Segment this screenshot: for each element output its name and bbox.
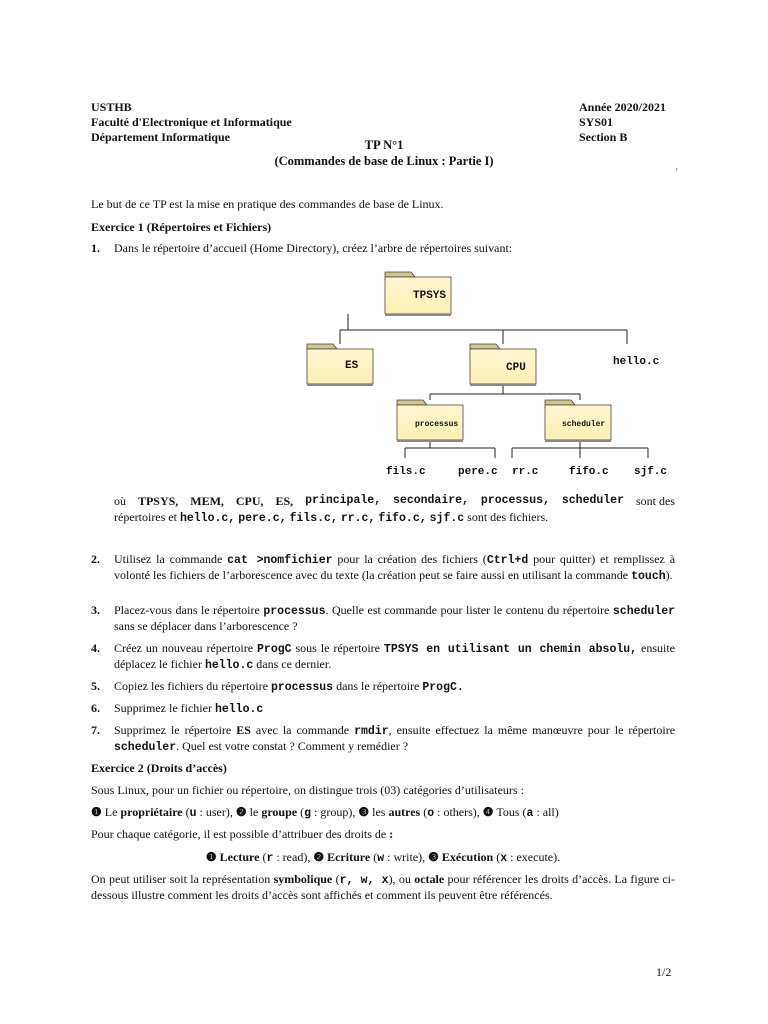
text-part: ensuite déplacez le fichier xyxy=(114,641,675,671)
letter-w: w xyxy=(377,852,385,865)
right-write: Ecriture xyxy=(327,850,371,864)
digit-3-icon: ❸ xyxy=(428,850,439,864)
text-part: Supprimez le répertoire xyxy=(114,723,232,737)
ex1-item-3 xyxy=(91,603,675,634)
digit-2-icon: ❷ xyxy=(235,805,247,819)
symbolic-term: symbolique xyxy=(273,872,333,886)
text-part: ), ou xyxy=(388,872,411,886)
folder-processus xyxy=(397,400,463,442)
item-text xyxy=(114,641,675,673)
text-part: Créez un nouveau répertoire xyxy=(114,641,254,655)
text-part: sous le répertoire xyxy=(295,641,380,655)
text-part: . Quelle est commande pour lister le contenu du répertoire xyxy=(325,603,610,617)
desc-dir-es: ES, xyxy=(275,494,294,508)
cat-owner: propriétaire xyxy=(120,805,183,819)
tree-description xyxy=(114,493,675,527)
dir-scheduler: scheduler xyxy=(114,741,177,754)
folder-cpu xyxy=(470,344,536,386)
university: USTHB xyxy=(91,100,132,114)
tree-file-rr: rr.c xyxy=(512,466,539,478)
desc-file-fils: fils.c, xyxy=(289,512,338,525)
tree-label-es: ES xyxy=(345,360,359,372)
text-part: : read), xyxy=(276,850,311,864)
representation-paragraph: On peut utiliser soit la représentation symbolique (r, w, x), ou octale pour référencer les droits d’accès. La figure ci-dessous illustre comment les droits d’accès sont affichés et comment ils peuvent être référencés. xyxy=(91,872,676,902)
letter-o: o xyxy=(427,807,435,820)
ex1-item-1 xyxy=(91,241,675,256)
folder-tpsys xyxy=(385,272,451,316)
letter-r: r xyxy=(266,852,274,865)
dir-tpsys-absolute: TPSYS en utilisant un chemin absolu, xyxy=(383,643,638,656)
tree-file-pere: pere.c xyxy=(458,466,498,478)
desc-dir-scheduler: scheduler xyxy=(561,494,624,507)
desc-dir-tpsys: TPSYS, xyxy=(137,494,179,508)
desc-sont-des: sont des xyxy=(635,494,675,508)
item-number: 3. xyxy=(91,603,100,617)
desc-ou: où xyxy=(114,494,126,508)
text-part: : user), xyxy=(199,805,233,819)
item-text: Dans le répertoire d’accueil (Home Directory), créez l’arbre de répertoires suivant: xyxy=(114,241,513,255)
item-number: 7. xyxy=(91,723,100,737)
desc-dir-processus: processus, xyxy=(480,494,550,507)
text-part: ). xyxy=(665,568,673,582)
exercise2-heading: Exercice 2 (Droits d’accès) xyxy=(91,761,227,775)
tree-file-fils: fils.c xyxy=(386,466,426,478)
text-part: Tous ( xyxy=(496,805,527,819)
item-number: 1. xyxy=(91,241,100,255)
tree-description-line2 xyxy=(114,509,675,527)
dir-progc: ProgC xyxy=(257,643,292,656)
section: Section B xyxy=(579,130,628,144)
stray-mark: ' xyxy=(676,167,678,177)
dir-processus: processus xyxy=(270,681,334,694)
desc-file-sjf: sjf.c xyxy=(429,512,465,525)
tree-label-scheduler: scheduler xyxy=(562,420,606,429)
text-part: : write), xyxy=(387,850,426,864)
course-code: SYS01 xyxy=(579,115,614,129)
text-part: : group), xyxy=(314,805,356,819)
cmd-rmdir: rmdir xyxy=(354,725,389,738)
desc-end: sont des fichiers. xyxy=(467,510,549,524)
text-part: . Quel est votre constat ? Comment y remédier ? xyxy=(176,739,409,753)
folder-es xyxy=(307,344,373,386)
item-number: 5. xyxy=(91,679,100,693)
item-number: 2. xyxy=(91,552,100,566)
exercise2-intro: Sous Linux, pour un fichier ou répertoire, on distingue trois (03) catégories d’utilisateurs : xyxy=(91,783,524,797)
cmd-cat: cat >nomfichier xyxy=(227,554,333,567)
digit-2-icon: ❷ xyxy=(313,850,325,864)
desc-dir-secondaire: secondaire, xyxy=(393,494,469,507)
tree-file-sjf: sjf.c xyxy=(634,466,668,478)
file-hello: hello.c xyxy=(204,659,254,672)
item-number: 4. xyxy=(91,641,100,655)
directory-tree-diagram xyxy=(290,268,690,480)
text-part: avec la commande xyxy=(255,723,350,737)
text-part: On peut utiliser soit la représentation xyxy=(91,872,271,886)
desc-dir-cpu: CPU, xyxy=(235,494,264,508)
desc-file-pere: pere.c, xyxy=(238,512,287,525)
faculty: Faculté d'Electronique et Informatique xyxy=(91,115,292,129)
right-read: Lecture xyxy=(219,850,260,864)
text-part: Le xyxy=(104,805,118,819)
academic-year: Année 2020/2021 xyxy=(579,100,666,114)
ex1-item-4 xyxy=(91,641,675,673)
right-execute: Exécution xyxy=(441,850,494,864)
ex1-item-7 xyxy=(91,723,675,755)
desc-dir-principale: principale, xyxy=(305,494,382,507)
tree-label-hello: hello.c xyxy=(613,356,660,368)
tree-file-fifo: fifo.c xyxy=(569,466,609,478)
intro-text: Le but de ce TP est la mise en pratique des commandes de base de Linux. xyxy=(91,197,444,211)
text-part: les xyxy=(372,805,386,819)
user-categories: ❶ Le propriétaire (u : user), ❷ le groupe (g : group), ❸ les autres (o : others), ❹ Tous (a : all) xyxy=(91,805,559,820)
letter-x: x xyxy=(500,852,508,865)
key-ctrl-d: Ctrl+d xyxy=(486,554,529,567)
tree-label-processus: processus xyxy=(415,420,459,429)
desc-repertoires-et: répertoires et xyxy=(114,510,177,524)
tp-subtitle: (Commandes de base de Linux : Partie I) xyxy=(274,154,494,168)
cat-others: autres xyxy=(388,805,421,819)
desc-file-rr: rr.c, xyxy=(340,512,376,525)
item-text xyxy=(114,603,675,634)
tree-label-tpsys: TPSYS xyxy=(413,290,447,302)
text-part: : execute). xyxy=(510,850,561,864)
cat-group: groupe xyxy=(261,805,298,819)
item-text xyxy=(114,679,675,695)
text-part: pour la création des fichiers ( xyxy=(337,552,487,566)
dir-es: ES xyxy=(236,723,251,737)
text-part: Supprimez le fichier xyxy=(114,701,212,715)
cmd-touch: touch xyxy=(631,570,666,583)
dir-processus: processus xyxy=(263,605,326,618)
digit-3-icon: ❸ xyxy=(358,805,370,819)
digit-4-icon: ❹ xyxy=(482,805,494,819)
letter-g: g xyxy=(304,807,312,820)
item-text xyxy=(114,701,675,717)
text-part: pour référencer les droits d’accès. La figure ci-dessous illustre comment les droits d’accès sont affichés et comment ils peuvent être référencés. xyxy=(91,872,676,902)
ex1-item-2 xyxy=(91,552,675,584)
text-part: sans se déplacer dans l’arborescence ? xyxy=(114,619,298,633)
item-text xyxy=(114,552,675,584)
desc-file-fifo: fifo.c, xyxy=(378,512,427,525)
tree-description-line1 xyxy=(114,493,675,509)
folder-scheduler xyxy=(545,400,611,442)
ex1-item-5 xyxy=(91,679,675,695)
text-part: pour quitter) et remplissez à volonté les fichiers de l’arborescence avec du texte (la création peut se faire aussi en utilisant la commande xyxy=(114,552,676,582)
digit-1-icon: ❶ xyxy=(91,805,102,819)
page-number: 1/2 xyxy=(656,965,672,979)
text-part: le xyxy=(249,805,259,819)
text-part: , ensuite effectuez la même manœuvre pour le répertoire xyxy=(388,723,676,737)
item-number: 6. xyxy=(91,701,100,715)
text-part: Utilisez la commande xyxy=(114,552,223,566)
text-part: Pour chaque catégorie, il est possible d’attribuer des droits de xyxy=(91,827,387,841)
dir-scheduler: scheduler xyxy=(612,605,676,618)
text-part: : others), xyxy=(437,805,480,819)
access-rights: ❶ Lecture (r : read), ❷ Ecriture (w : write), ❸ Exécution (x : execute). xyxy=(205,850,561,865)
tp-title: TP N°1 xyxy=(364,138,404,152)
text-part: : all) xyxy=(536,805,559,819)
text-part: dans ce dernier. xyxy=(256,657,332,671)
octal-term: octale xyxy=(414,872,445,886)
dir-progc: ProgC. xyxy=(422,681,464,694)
letters-rwx: r, w, x xyxy=(339,874,389,887)
text-part: Copiez les fichiers du répertoire xyxy=(114,679,268,693)
text-part: Placez-vous dans le répertoire xyxy=(114,603,260,617)
text-part: dans le répertoire xyxy=(336,679,420,693)
desc-file-hello: hello.c, xyxy=(179,512,236,525)
digit-1-icon: ❶ xyxy=(205,850,217,864)
department: Département Informatique xyxy=(91,130,230,144)
exercise1-heading: Exercice 1 (Répertoires et Fichiers) xyxy=(91,220,272,234)
rights-intro: Pour chaque catégorie, il est possible d’attribuer des droits de : xyxy=(91,827,394,841)
letter-u: u xyxy=(189,807,197,820)
letter-a: a xyxy=(526,807,534,820)
desc-dir-mem: MEM, xyxy=(190,494,224,508)
item-text xyxy=(114,723,675,755)
file-hello: hello.c xyxy=(214,703,264,716)
ex1-item-6 xyxy=(91,701,675,717)
tree-label-cpu: CPU xyxy=(506,362,526,374)
